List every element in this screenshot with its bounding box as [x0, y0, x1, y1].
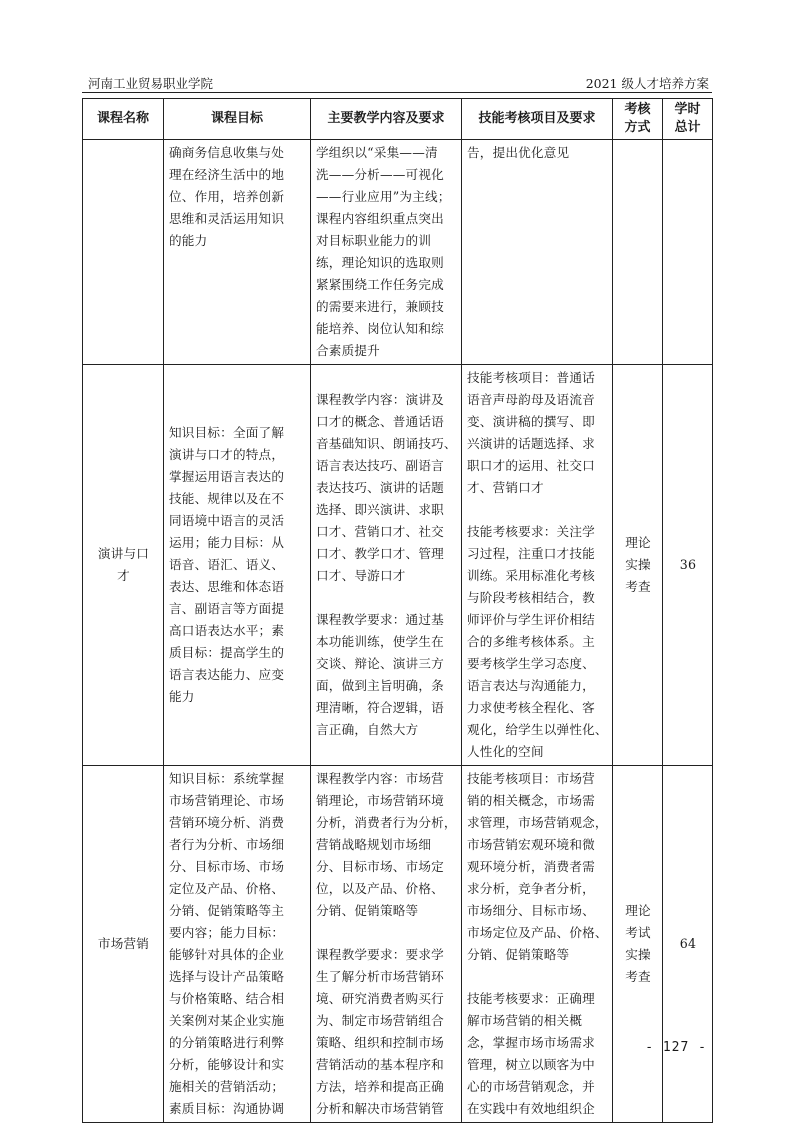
- header-institution: 河南工业贸易职业学院: [88, 76, 214, 91]
- content-cell: 课程教学内容：演讲及 口才的概念、普通话语 音基础知识、朗诵技巧、 语言表达技巧、副语言 表达技巧、演讲的话题 选择、即兴演讲、求职 口才、营销口才、社交 口才、教学口才、管理 口才、导游口才 课程教学要求：通过基 本功能训练，使学生在 交谈、辩论、演讲三方 面，做到主旨明确，条 理清晰，符合逻辑，语 言正确，自然大方: [311, 365, 462, 766]
- col-header-content: 主要教学内容及要求: [311, 99, 462, 140]
- col-header-course-name: 课程名称: [83, 99, 164, 140]
- table-header-row: [83, 99, 713, 140]
- skill-cell: 技能考核项目：市场营 销的相关概念，市场需 求管理，市场营销观念， 市场营销宏观环境和微 观环境分析，消费者需 求分析，竞争者分析， 市场细分、目标市场、 市场定位及产品、价格、 分销、促销策略等 技能考核要求：正确理 解市场营销的相关概 念，掌握市场市场需求 管理，树立以顾客为中 心的市场营销观念，并 在实践中有效地组织企: [462, 766, 613, 1123]
- page-number: - 127 -: [645, 1040, 707, 1055]
- table-row: [83, 766, 713, 1123]
- course-goal-cell: 知识目标：系统掌握 市场营销理论、市场 营销环境分析、消费 者行为分析、市场细 分、目标市场、市场 定位及产品、价格、 分销、促销策略等主 要内容；能力目标： 能够针对具体的企业 选择与设计产品策略 与价格策略、结合相 关案例对某企业实施 的分销策略进行利弊 分析，能够设计和实 施相关的营销活动； 素质目标：沟通协调: [164, 766, 311, 1123]
- method-cell: [613, 140, 663, 365]
- method-cell: 理论 实操 考查: [613, 365, 663, 766]
- course-goal-cell: 确商务信息收集与处 理在经济生活中的地 位、作用，培养创新 思维和灵活运用知识 的能力: [164, 140, 311, 365]
- content-cell: 学组织以“采集——清 洗——分析——可视化 ——行业应用”为主线； 课程内容组织重点突出 对目标职业能力的训 练，理论知识的选取则 紧紧围绕工作任务完成 的需要来进行，兼顾技 能培养、岗位认知和综 合素质提升: [311, 140, 462, 365]
- method-cell: 理论 考试 实操 考查: [613, 766, 663, 1123]
- course-name-cell: 演讲与口 才: [83, 365, 164, 766]
- col-header-method: 考核 方式: [613, 99, 663, 140]
- skill-cell: 告，提出优化意见: [462, 140, 613, 365]
- skill-cell: 技能考核项目：普通话 语音声母韵母及语流音 变、演讲稿的撰写、即 兴演讲的话题选择、求 职口才的运用、社交口 才、营销口才 技能考核要求：关注学 习过程，注重口才技能 训练。采用标准化考核 与阶段考核相结合，教 师评价与学生评价相结 合的多维考核体系。主 要考核学生学习态度、 语言表达与沟通能力， 力求使考核全程化、客 观化，给学生以弹性化、 人性化的空间: [462, 365, 613, 766]
- header-doc-title: 2021 级人才培养方案: [585, 76, 709, 91]
- header-rule: [82, 92, 712, 93]
- hours-cell: [663, 140, 713, 365]
- col-header-hours: 学时 总计: [663, 99, 713, 140]
- hours-cell: 36: [663, 365, 713, 766]
- table-row: [83, 140, 713, 365]
- hours-cell: 64: [663, 766, 713, 1123]
- content-cell: 课程教学内容：市场营 销理论，市场营销环境 分析，消费者行为分析， 营销战略规划市场细 分、目标市场、市场定 位，以及产品、价格、 分销、促销策略等 课程教学要求：要求学 生了解分析市场营销环 境、研究消费者购买行 为、制定市场营销组合 策略、组织和控制市场 营销活动的基本程序和 方法，培养和提高正确 分析和解决市场营销管: [311, 766, 462, 1123]
- table-row: [83, 365, 713, 766]
- course-name-cell: 市场营销: [83, 766, 164, 1123]
- course-name-cell: [83, 140, 164, 365]
- course-table: [82, 98, 713, 1123]
- col-header-course-goal: 课程目标: [164, 99, 311, 140]
- course-goal-cell: 知识目标：全面了解 演讲与口才的特点， 掌握运用语言表达的 技能、规律以及在不 同语境中语言的灵活 运用；能力目标：从 语音、语汇、语义、 表达、思维和体态语 言、副语言等方面提 高口语表达水平；素 质目标：提高学生的 语言表达能力、应变 能力: [164, 365, 311, 766]
- col-header-skill: 技能考核项目及要求: [462, 99, 613, 140]
